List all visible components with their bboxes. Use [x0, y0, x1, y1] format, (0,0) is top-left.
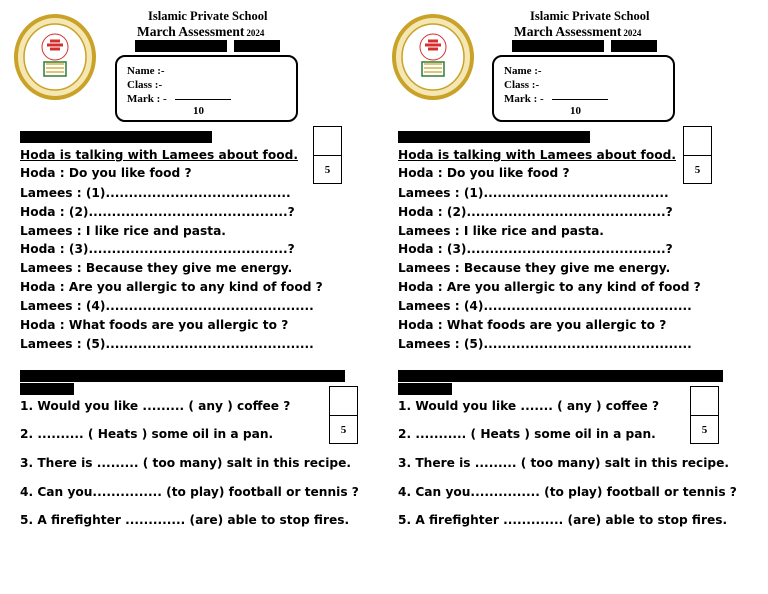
name-label: Name :-: [127, 65, 165, 77]
student-info-box: [492, 55, 675, 122]
mark-total: 10: [570, 105, 581, 117]
assessment-title: March Assessment 2024: [514, 24, 642, 39]
dialogue-line: Hoda : (3)...........................................?: [398, 242, 673, 256]
part2-instruction-redacted: [20, 383, 74, 395]
part2-score-box: [329, 386, 358, 444]
question-line: 5. A firefighter ............. (are) able to stop fires.: [398, 513, 728, 527]
dialogue-line: Hoda : (2)...........................................?: [398, 205, 673, 219]
school-logo-icon: [14, 14, 96, 100]
student-info-box: [115, 55, 298, 122]
dialogue-line: Lamees : (4).............................................: [20, 299, 314, 313]
question-line: 5. A firefighter ............. (are) able to stop fires.: [20, 513, 350, 527]
dialogue-line: Lamees : I like rice and pasta.: [398, 224, 604, 238]
class-label: Class :-: [127, 79, 163, 91]
part1-instruction-redacted: [398, 131, 590, 143]
dialogue-line: Hoda : Are you allergic to any kind of food ?: [20, 280, 323, 294]
mark-line: [175, 99, 231, 100]
school-logo-icon: [392, 14, 474, 100]
part2-instruction-redacted: [398, 370, 723, 382]
dialogue-line: Hoda : Do you like food ?: [398, 166, 570, 180]
dialogue-line: Lamees : Because they give me energy.: [20, 261, 293, 275]
part1-score-box: [313, 126, 342, 184]
part2-score: 5: [330, 415, 357, 444]
question-line: 1. Would you like ......... ( any ) coffee ?: [20, 399, 291, 413]
redacted-block: [512, 40, 604, 52]
dialogue-line: Hoda : Are you allergic to any kind of food ?: [398, 280, 701, 294]
part2-score: 5: [691, 415, 718, 444]
dialogue-line: Hoda : (2)...........................................?: [20, 205, 295, 219]
question-line: 2. ........... ( Heats ) some oil in a pan.: [398, 427, 656, 441]
part2-score-box: [690, 386, 719, 444]
dialogue-heading: Hoda is talking with Lamees about food.: [20, 148, 298, 162]
mark-line: [552, 99, 608, 100]
question-line: 4. Can you............... (to play) football or tennis ?: [20, 485, 359, 499]
name-label: Name :-: [504, 65, 542, 77]
dialogue-heading: Hoda is talking with Lamees about food.: [398, 148, 676, 162]
dialogue-line: Lamees : (5).............................................: [20, 337, 314, 351]
dialogue-line: Hoda : What foods are you allergic to ?: [398, 318, 667, 332]
mark-label: Mark : -: [127, 93, 167, 105]
part2-instruction-redacted: [398, 383, 452, 395]
dialogue-line: Lamees : Because they give me energy.: [398, 261, 671, 275]
question-line: 1. Would you like ....... ( any ) coffee ?: [398, 399, 660, 413]
part1-score-box: [683, 126, 712, 184]
question-line: 2. .......... ( Heats ) some oil in a pan.: [20, 427, 274, 441]
mark-total: 10: [193, 105, 204, 117]
assessment-sheet-right: [378, 0, 762, 594]
class-label: Class :-: [504, 79, 540, 91]
question-line: 3. There is ......... ( too many) salt in this recipe.: [398, 456, 729, 470]
part1-score: 5: [314, 155, 341, 184]
part1-instruction-redacted: [20, 131, 212, 143]
school-name: Islamic Private School: [148, 9, 268, 23]
dialogue-line: Lamees : I like rice and pasta.: [20, 224, 226, 238]
part1-score: 5: [684, 155, 711, 184]
school-name: Islamic Private School: [530, 9, 650, 23]
part2-instruction-redacted: [20, 370, 345, 382]
dialogue-line: Hoda : What foods are you allergic to ?: [20, 318, 289, 332]
question-line: 4. Can you............... (to play) football or tennis ?: [398, 485, 737, 499]
dialogue-line: Lamees : (1)........................................: [20, 186, 291, 200]
redacted-block: [611, 40, 657, 52]
question-line: 3. There is ......... ( too many) salt in this recipe.: [20, 456, 351, 470]
redacted-block: [135, 40, 227, 52]
redacted-block: [234, 40, 280, 52]
assessment-title: March Assessment 2024: [137, 24, 265, 39]
dialogue-line: Lamees : (4).............................................: [398, 299, 692, 313]
dialogue-line: Hoda : (3)...........................................?: [20, 242, 295, 256]
dialogue-line: Lamees : (5).............................................: [398, 337, 692, 351]
dialogue-line: Hoda : Do you like food ?: [20, 166, 192, 180]
dialogue-line: Lamees : (1)........................................: [398, 186, 669, 200]
mark-label: Mark : -: [504, 93, 544, 105]
